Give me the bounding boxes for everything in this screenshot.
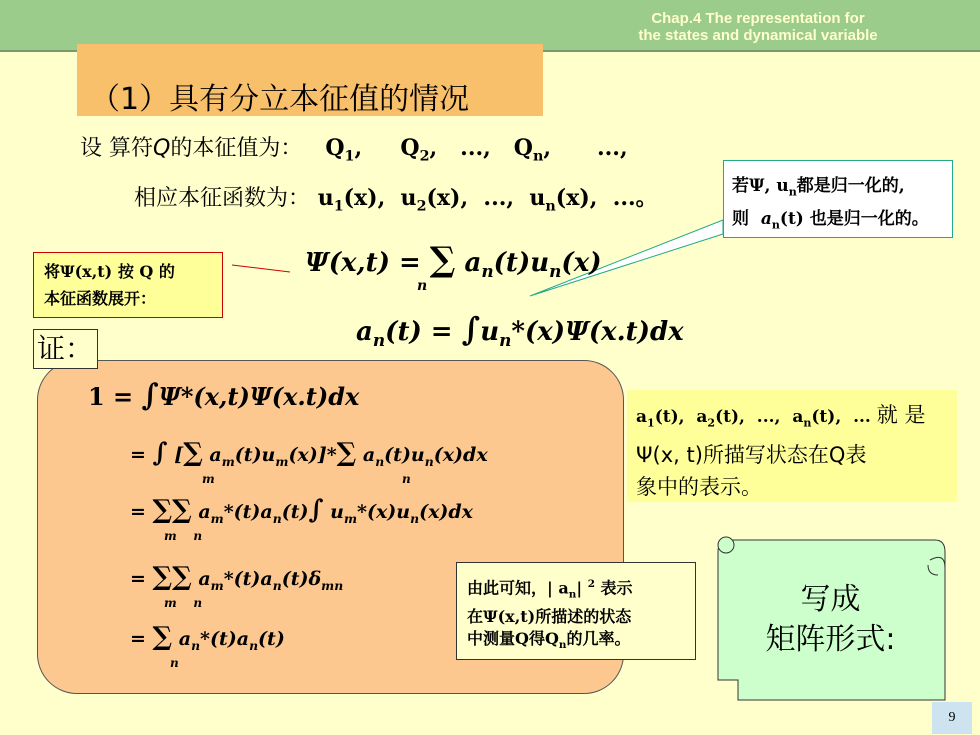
normalization-line2: 则 $a_n(t)$ 也是归一化的。 bbox=[732, 209, 929, 232]
matrix-form-line1: 写成 bbox=[800, 582, 861, 617]
normalization-line1: 若Ψ, $u_n$都是归一化的, bbox=[732, 176, 905, 199]
chapter-title-line2: the states and dynamical variable bbox=[638, 27, 878, 44]
expansion-line2: 本征函数展开： bbox=[44, 289, 157, 308]
slide-title: （1）具有分立本征值的情况 bbox=[90, 82, 470, 117]
eigenvalue-list: $Q_1$, $Q_2$, ..., $Q_n$, ..., bbox=[310, 135, 628, 165]
eigenfunction-list: $u_1(x)$, $u_2(x)$, ..., $u_n(x)$, ...。 bbox=[317, 185, 658, 215]
expansion-sum-index: n bbox=[417, 278, 428, 294]
probability-line1: 由此可知，| $a_n|$ $^2$ 表示 bbox=[467, 578, 633, 601]
eigenvalue-label: 设 算符Q的本征值为： bbox=[80, 136, 303, 161]
probability-line3: 中测量Q得$Q_n$的几率。 bbox=[467, 628, 631, 651]
coefficient-equation: $a_n(t) = \int u_n*(x)\Psi(x.t)dx$ bbox=[356, 310, 684, 351]
eigenfunction-label: 相应本征函数为： bbox=[134, 186, 311, 211]
matrix-form-line2: 矩阵形式: bbox=[765, 622, 896, 657]
proof-step-4: = ∑∑ $a_m*(t)a_n(t)\delta_{mn}$ m n bbox=[130, 562, 344, 610]
representation-line2: Ψ(x, t)所描写状态在Q表 bbox=[636, 443, 867, 468]
matrix-form-text bbox=[728, 580, 933, 660]
proof-label: 证： bbox=[33, 329, 98, 369]
representation-line3: 象中的表示。 bbox=[636, 475, 762, 500]
proof-step-5: = ∑ $a_n*(t)a_n(t)$ n bbox=[130, 622, 285, 670]
page-number: 9 bbox=[932, 702, 972, 734]
representation-line1: $a_1(t)$, $a_2(t)$, ..., $a_n(t)$, ... 就 是 bbox=[636, 403, 926, 430]
expansion-equation: Ψ(x,t) = ∑ $a_n(t)u_n(x)$ n bbox=[305, 240, 602, 294]
expansion-line1: 将Ψ(x,t) 按 Q 的 bbox=[44, 262, 175, 281]
chapter-title-line1: Chap.4 The representation for bbox=[651, 10, 865, 27]
proof-step-1: 1 = ∫Ψ*(x,t)Ψ(x.t)dx bbox=[88, 378, 360, 413]
proof-step-3: = ∑∑ $a_m*(t)a_n(t)\int$ $u_m*(x)u_n(x)dx$ m n bbox=[130, 495, 473, 543]
probability-line2: 在Ψ(x,t)所描述的状态 bbox=[467, 606, 632, 626]
proof-step-2: = ∫ [∑ $a_m(t)u_m(x)]*\sum$ $a_n(t)u_n(x)dx$ m n bbox=[130, 438, 488, 486]
